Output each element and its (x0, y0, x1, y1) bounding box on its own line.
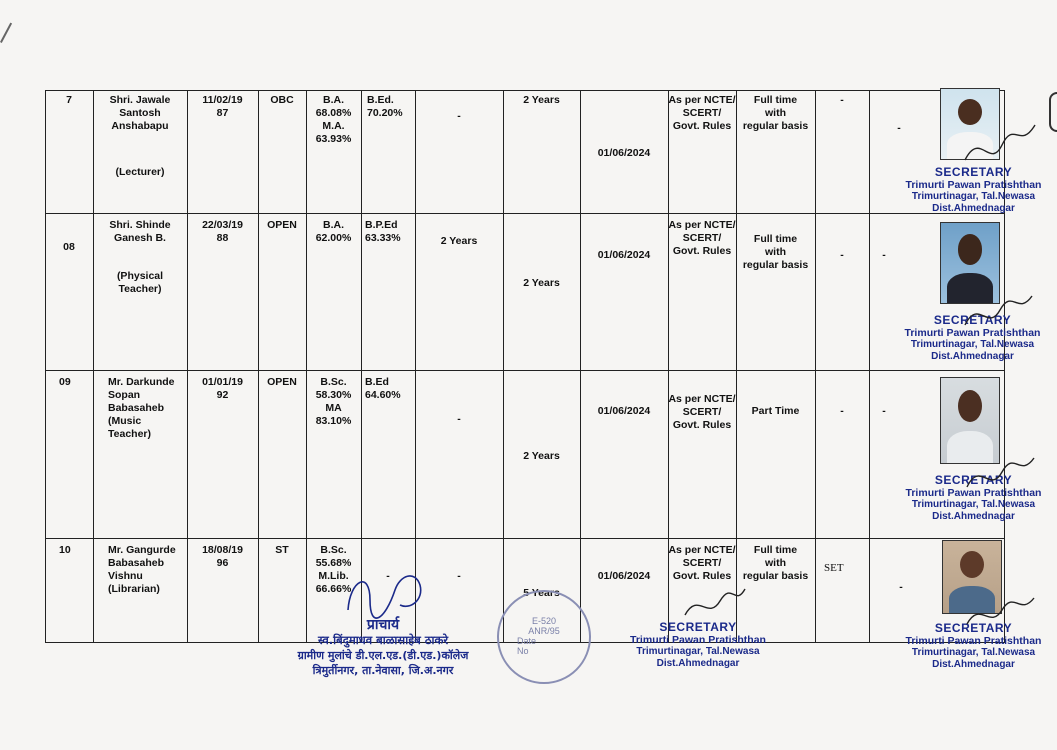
secretary-stamp: SECRETARY Trimurti Pawan Pratishthan Trimurtinagar, Tal.Newasa Dist.Ahmednagar (905, 621, 1042, 670)
teaching-experience: 5 Years (523, 587, 560, 599)
signature (960, 120, 1040, 180)
signature (680, 585, 750, 625)
remark: - (882, 405, 886, 417)
appointment-date: 01/06/2024 (597, 249, 651, 261)
nature-of-appointment: Full time with regular basis (742, 544, 809, 582)
date-of-birth: 18/08/19 96 (202, 544, 243, 569)
appointment-date: 01/06/2024 (597, 570, 651, 582)
experience: - (457, 413, 461, 425)
net-set: - (840, 405, 844, 417)
professional-qualification: B.P.Ed 63.33% (365, 219, 401, 244)
sr-no: 08 (63, 241, 75, 253)
category: OPEN (267, 219, 297, 231)
academic-qualification: B.Sc. 55.68% M.Lib. 66.66% (315, 544, 352, 595)
professional-qualification: - (386, 570, 390, 582)
principal-signature (340, 560, 430, 625)
signature (962, 452, 1042, 502)
remark: - (897, 122, 901, 134)
date-of-birth: 22/03/19 88 (202, 219, 243, 244)
scan-artifact (0, 23, 12, 43)
category: ST (275, 544, 289, 556)
staff-table (45, 90, 1005, 643)
teaching-experience: 2 Years (523, 277, 560, 289)
professional-qualification: B.Ed 64.60% (365, 376, 401, 401)
staff-photo (940, 377, 1000, 464)
experience: - (457, 110, 461, 122)
staff-name: Shri. Shinde Ganesh B. (Physical Teacher) (109, 219, 171, 295)
sr-no: 09 (59, 376, 71, 388)
secretary-stamp: SECRETARY Trimurti Pawan Pratishthan Trimurtinagar, Tal.Newasa Dist.Ahmednagar (630, 620, 766, 669)
net-set: - (840, 249, 844, 261)
experience: 2 Years (440, 235, 478, 247)
remark: - (899, 581, 903, 593)
signature (962, 594, 1042, 634)
sr-no: 10 (59, 544, 71, 556)
staff-name: Mr. Gangurde Babasaheb Vishnu (Librarian) (108, 544, 176, 595)
teaching-experience: 2 Years (523, 450, 560, 462)
sr-no: 7 (66, 94, 72, 106)
secretary-stamp: SECRETARY Trimurti Pawan Pratishthan Trimurtinagar, Tal.Newasa Dist.Ahmednagar (905, 165, 1042, 214)
pay-scale: As per NCTE/ SCERT/ Govt. Rules (668, 94, 736, 132)
page-edge-bracket (1049, 92, 1057, 132)
category: OBC (270, 94, 294, 106)
principal-stamp: प्राचार्य स्व.बिंदुमाधव बाळासाहेब ठाकरे ग्रामीण मुलांचे डी.एल.एड.(डी.एड.)कॉलेज त्रिमुर्तीनगर, ता.नेवासा, जि.अ.नगर (297, 617, 469, 677)
secretary-stamp: SECRETARY Trimurti Pawan Pratishthan Trimurtinagar, Tal.Newasa Dist.Ahmednagar (905, 473, 1042, 522)
net-set: SET (824, 562, 844, 574)
category: OPEN (267, 376, 297, 388)
date-of-birth: 11/02/19 87 (202, 94, 243, 119)
net-set: - (840, 94, 844, 106)
nature-of-appointment: Full time with regular basis (742, 233, 809, 271)
pay-scale: As per NCTE/ SCERT/ Govt. Rules (668, 393, 736, 431)
secretary-stamp: SECRETARY Trimurti Pawan Pratishthan Trimurtinagar, Tal.Newasa Dist.Ahmednagar (904, 313, 1041, 362)
appointment-date: 01/06/2024 (597, 405, 651, 417)
signature (960, 290, 1040, 340)
academic-qualification: B.Sc. 58.30% MA 83.10% (315, 376, 352, 427)
staff-name: Mr. Darkunde Sopan Babasaheb (Music Teacher) (108, 376, 175, 440)
pay-scale: As per NCTE/ SCERT/ Govt. Rules (668, 219, 736, 257)
pay-scale: As per NCTE/ SCERT/ Govt. Rules (668, 544, 736, 582)
professional-qualification: B.Ed. 70.20% (367, 94, 403, 119)
experience: - (457, 570, 461, 582)
academic-qualification: B.A. 62.00% (315, 219, 352, 244)
appointment-date: 01/06/2024 (597, 147, 651, 159)
academic-qualification: B.A. 68.08% M.A. 63.93% (315, 94, 352, 145)
staff-name: Shri. Jawale Santosh Anshabapu (Lecturer) (109, 94, 171, 178)
date-of-birth: 01/01/19 92 (202, 376, 243, 401)
teaching-experience: 2 Years (523, 94, 560, 106)
round-seal-stamp: E-520 ANR/95 Date No (497, 590, 591, 684)
remark: - (882, 249, 886, 261)
nature-of-appointment: Part Time (751, 405, 800, 417)
nature-of-appointment: Full time with regular basis (742, 94, 809, 132)
